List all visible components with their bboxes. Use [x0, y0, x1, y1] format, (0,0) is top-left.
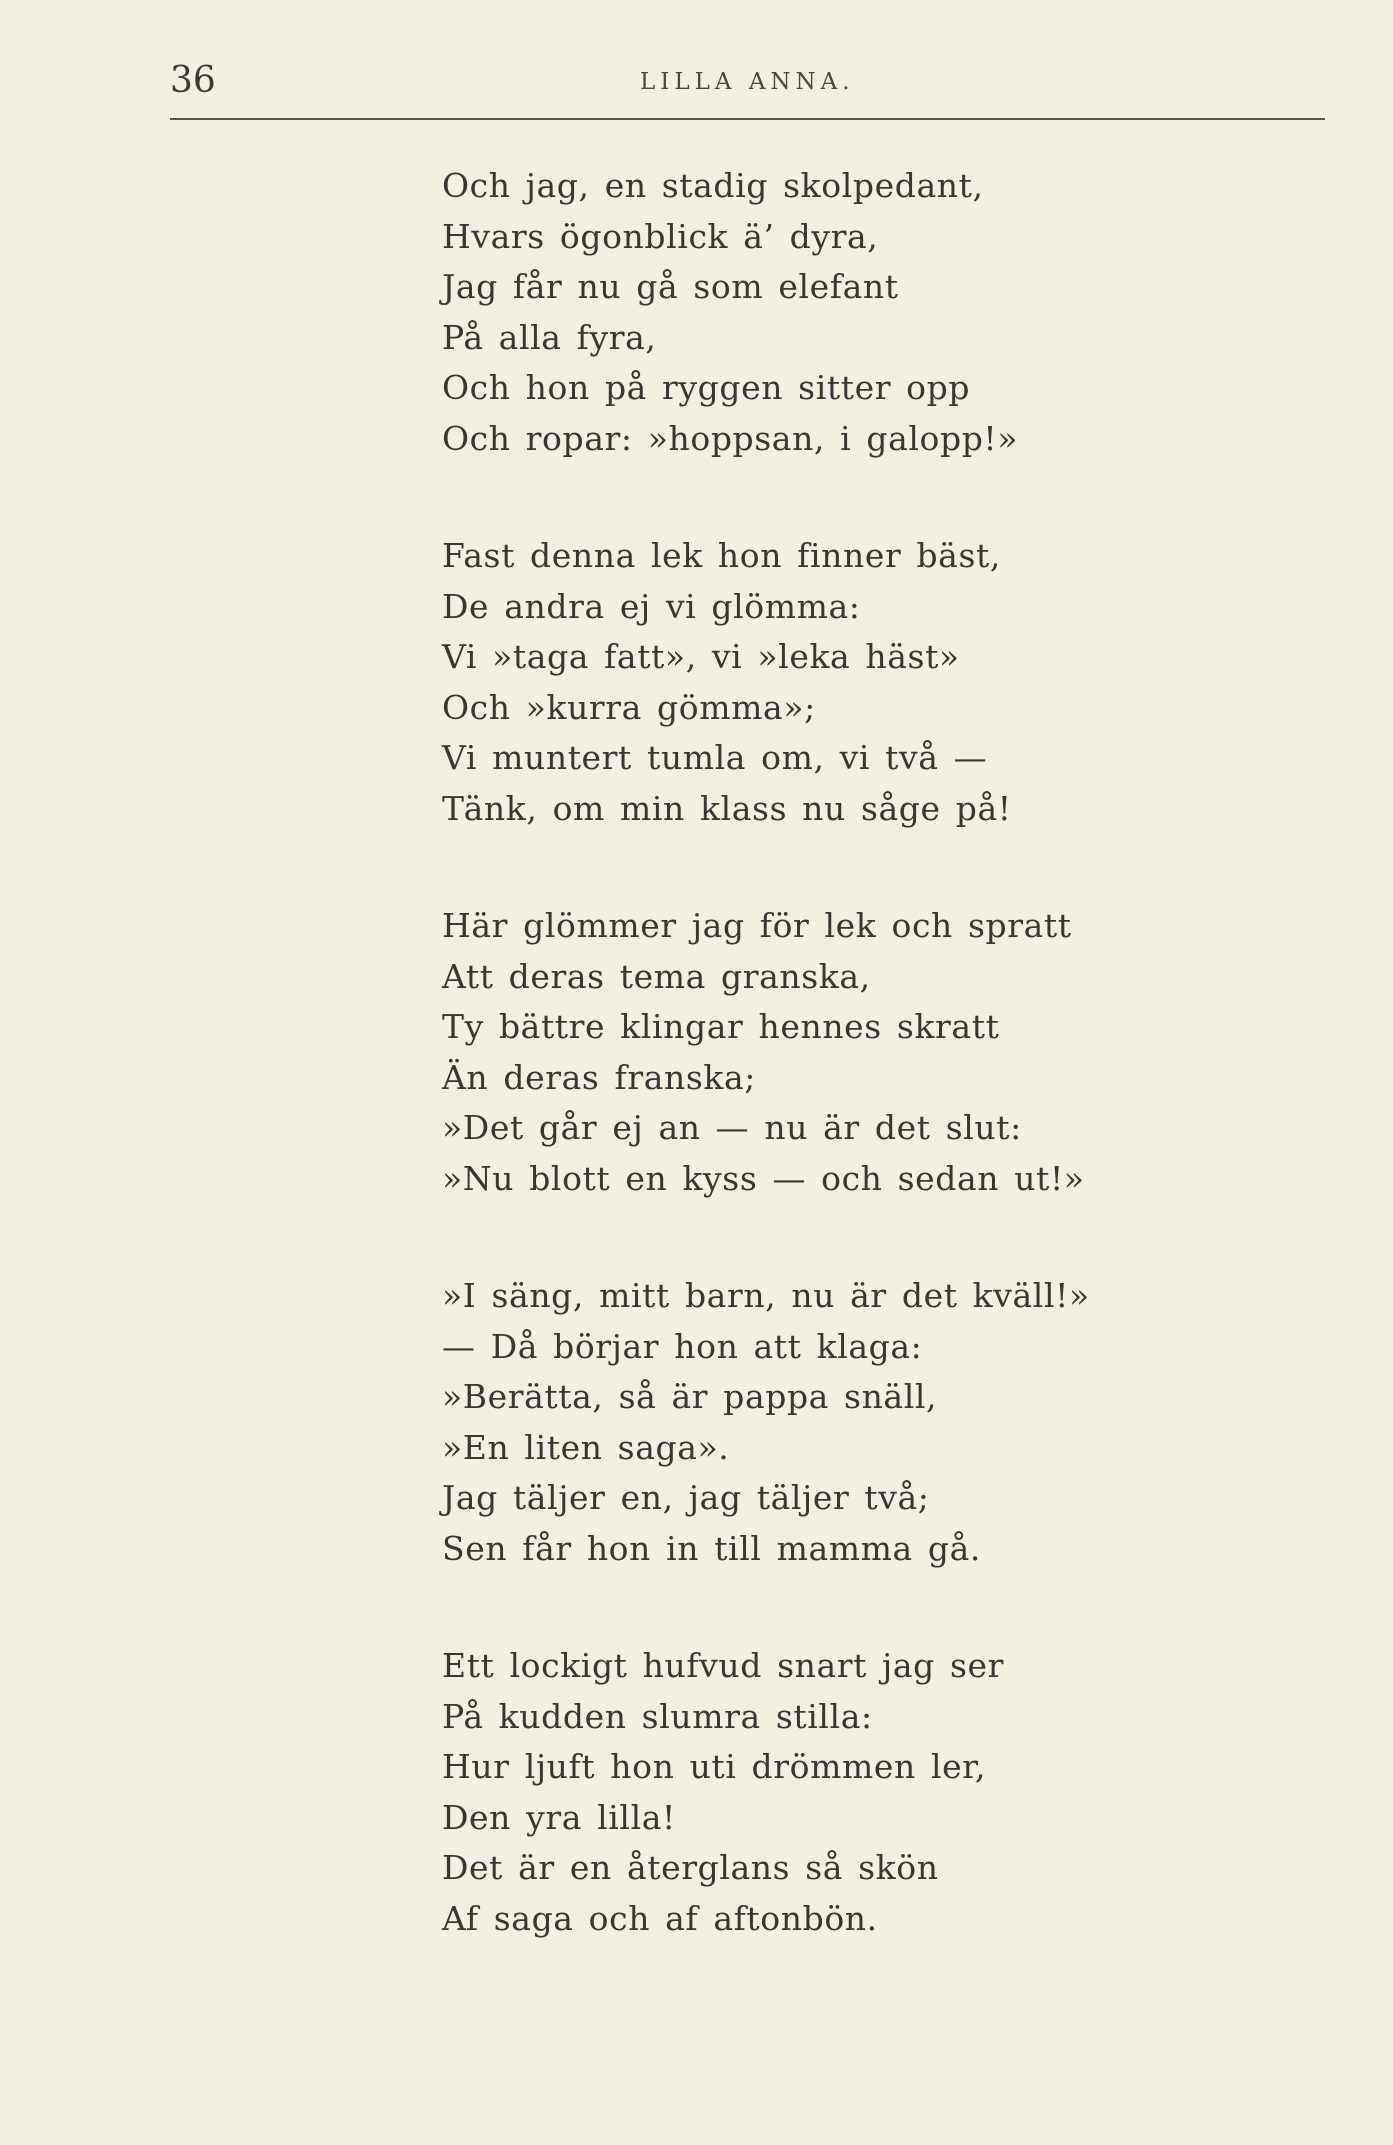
poem-line: Ett lockigt hufvud snart jag ser — [442, 1646, 1005, 1685]
poem-line: »I säng, mitt barn, nu är det kväll!» — [442, 1276, 1090, 1315]
poem-line: Jag täljer en, jag täljer två; — [442, 1478, 930, 1517]
stanza-1 — [442, 161, 1262, 464]
poem-line: Det är en återglans så skön — [442, 1848, 939, 1887]
poem-line: På kudden slumra stilla: — [442, 1696, 873, 1736]
poem-body — [442, 161, 1262, 2011]
poem-line: Jag får nu gå som elefant — [442, 267, 899, 306]
stanza-3 — [442, 901, 1262, 1204]
poem-line: Och jag, en stadig skolpedant, — [442, 166, 984, 205]
poem-line: Och hon på ryggen sitter opp — [442, 368, 971, 407]
poem-line: Af saga och af aftonbön. — [442, 1898, 878, 1938]
poem-line: Fast denna lek hon finner bäst, — [442, 536, 1001, 575]
poem-line: Här glömmer jag för lek och spratt — [442, 906, 1072, 945]
poem-line: Vi »taga fatt», vi »leka häst» — [442, 637, 960, 676]
poem-line: »En liten saga». — [442, 1427, 730, 1467]
poem-line: Den yra lilla! — [442, 1797, 676, 1837]
header-rule — [170, 118, 1325, 120]
poem-line: Sen får hon in till mamma gå. — [442, 1528, 982, 1568]
poem-line: Tänk, om min klass nu såge på! — [442, 788, 1012, 828]
running-head — [170, 56, 1325, 106]
stanza-5 — [442, 1641, 1262, 1944]
page-number: 36 — [170, 60, 216, 101]
poem-line: Än deras franska; — [442, 1057, 756, 1097]
poem-line: På alla fyra, — [442, 317, 657, 357]
poem-line: Hvars ögonblick ä’ dyra, — [442, 216, 879, 256]
running-title: LILLA ANNA. — [640, 69, 855, 95]
poem-line: Hur ljuft hon uti drömmen ler, — [442, 1747, 987, 1786]
poem-line: »Berätta, så är pappa snäll, — [442, 1377, 938, 1416]
stanza-4 — [442, 1271, 1262, 1574]
poem-line: »Det går ej an — nu är det slut: — [442, 1108, 1022, 1147]
poem-line: Ty bättre klingar hennes skratt — [442, 1007, 1000, 1046]
poem-line: Vi muntert tumla om, vi två — — [442, 738, 988, 777]
poem-line: Att deras tema granska, — [442, 956, 871, 996]
poem-line: Och ropar: »hoppsan, i galopp!» — [442, 418, 1019, 458]
poem-line: — Då börjar hon att klaga: — [442, 1326, 923, 1366]
stanza-2 — [442, 531, 1262, 834]
poem-line: Och »kurra gömma»; — [442, 687, 816, 727]
poem-line: »Nu blott en kyss — och sedan ut!» — [442, 1158, 1085, 1198]
poem-line: De andra ej vi glömma: — [442, 586, 861, 626]
